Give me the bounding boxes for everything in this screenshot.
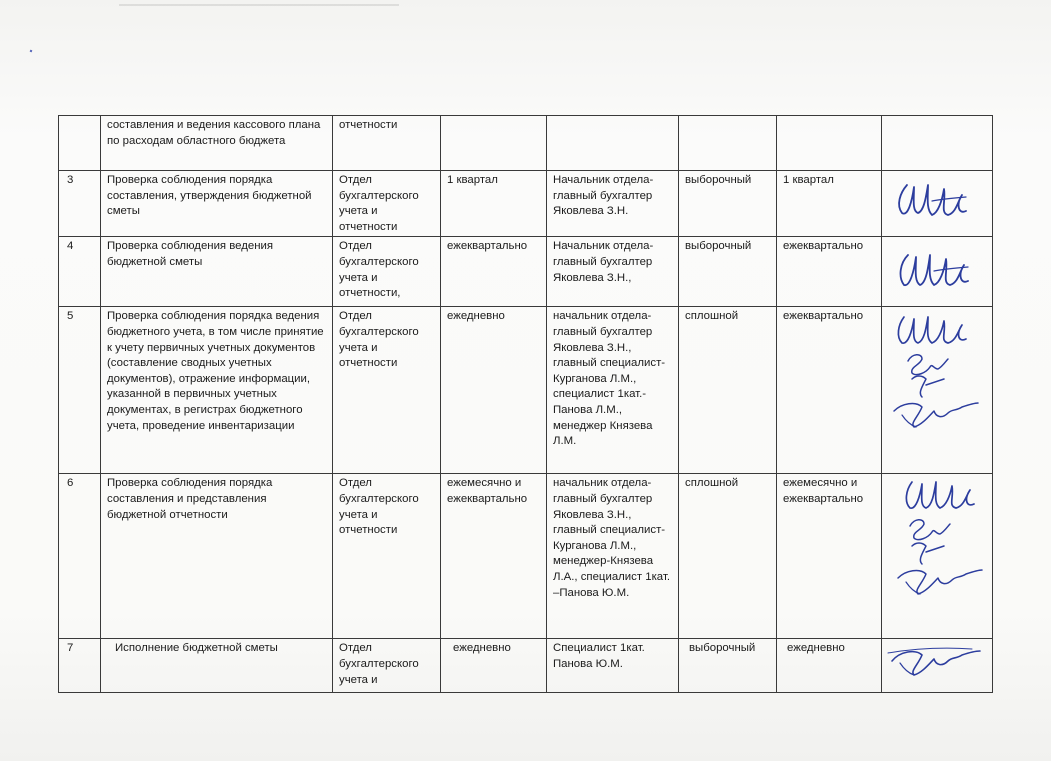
control-procedure: Проверка соблюдения порядка составления, утверждения бюджетной сметы [101,171,333,237]
control-procedure: Исполнение бюджетной сметы [101,639,333,693]
control-period: ежемесячно и ежеквартально [441,474,547,639]
responsible-department: Отдел бухгалтерского учета и отчетности [333,171,441,237]
responsible-person: Начальник отдела-главный бухгалтер Яковлева З.Н., [547,237,679,307]
control-period [441,116,547,171]
control-frequency: 1 квартал [777,171,882,237]
control-method [679,116,777,171]
table-row [59,171,993,237]
control-frequency: ежемесячно и ежеквартально [777,474,882,639]
responsible-person [547,116,679,171]
responsible-person: начальник отдела-главный бухгалтер Яковлева З.Н., главный специалист-Курганова Л.М., менеджер-Князева Л.А., специалист 1кат. –Панова Ю.М. [547,474,679,639]
control-method: сплошной [679,474,777,639]
responsible-department: Отдел бухгалтерского учета и отчетности, [333,237,441,307]
responsible-person: Специалист 1кат. Панова Ю.М. [547,639,679,693]
control-frequency [777,116,882,171]
scan-artifact [119,4,399,6]
responsible-person: Начальник отдела-главный бухгалтер Яковлева З.Н. [547,171,679,237]
control-frequency: ежедневно [777,639,882,693]
table-row [59,639,993,693]
signature-yakovleva [882,171,992,233]
row-number [59,116,101,171]
signature-cell [882,639,993,693]
control-procedure: составления и ведения кассового плана по расходам областного бюджета [101,116,333,171]
signature-cell [882,171,993,237]
control-period: ежедневно [441,639,547,693]
table-row [59,116,993,171]
control-method: сплошной [679,307,777,474]
responsible-department: Отдел бухгалтерского учета и [333,639,441,693]
responsible-department: Отдел бухгалтерского учета и отчетности [333,474,441,639]
control-method: выборочный [679,237,777,307]
control-plan-table [58,115,993,693]
row-number: 3 [59,171,101,237]
control-period: ежеквартально [441,237,547,307]
row-number: 7 [59,639,101,693]
table-row [59,474,993,639]
control-procedure: Проверка соблюдения порядка ведения бюджетного учета, в том числе принятие к учету первичных учетных документов (составление сводных учетных документов), отражение информации, указанной в первичных учетных документах, в регистрах бюджетного учета, проведение инвентаризации [101,307,333,474]
signature-panova [882,639,992,691]
signature-cell [882,237,993,307]
signature-cell [882,474,993,639]
responsible-department: отчетности [333,116,441,171]
row-number: 6 [59,474,101,639]
control-period: 1 квартал [441,171,547,237]
signature-cell [882,307,993,474]
signature-cell [882,116,993,171]
row-number: 5 [59,307,101,474]
signatures-stack [882,474,992,637]
control-procedure: Проверка соблюдения порядка составления и представления бюджетной отчетности [101,474,333,639]
responsible-department: Отдел бухгалтерского учета и отчетности [333,307,441,474]
signature-yakovleva [882,237,992,305]
responsible-person: начальник отдела-главный бухгалтер Яковлева З.Н., главный специалист-Курганова Л.М., специалист 1кат.-Панова Л.М., менеджер Князева Л.М. [547,307,679,474]
table-row [59,307,993,474]
control-method: выборочный [679,171,777,237]
control-procedure: Проверка соблюдения ведения бюджетной сметы [101,237,333,307]
control-period: ежедневно [441,307,547,474]
control-frequency: ежеквартально [777,237,882,307]
row-number: 4 [59,237,101,307]
signatures-stack [882,307,992,472]
control-frequency: ежеквартально [777,307,882,474]
ink-speck [30,50,33,53]
control-method: выборочный [679,639,777,693]
table-row [59,237,993,307]
